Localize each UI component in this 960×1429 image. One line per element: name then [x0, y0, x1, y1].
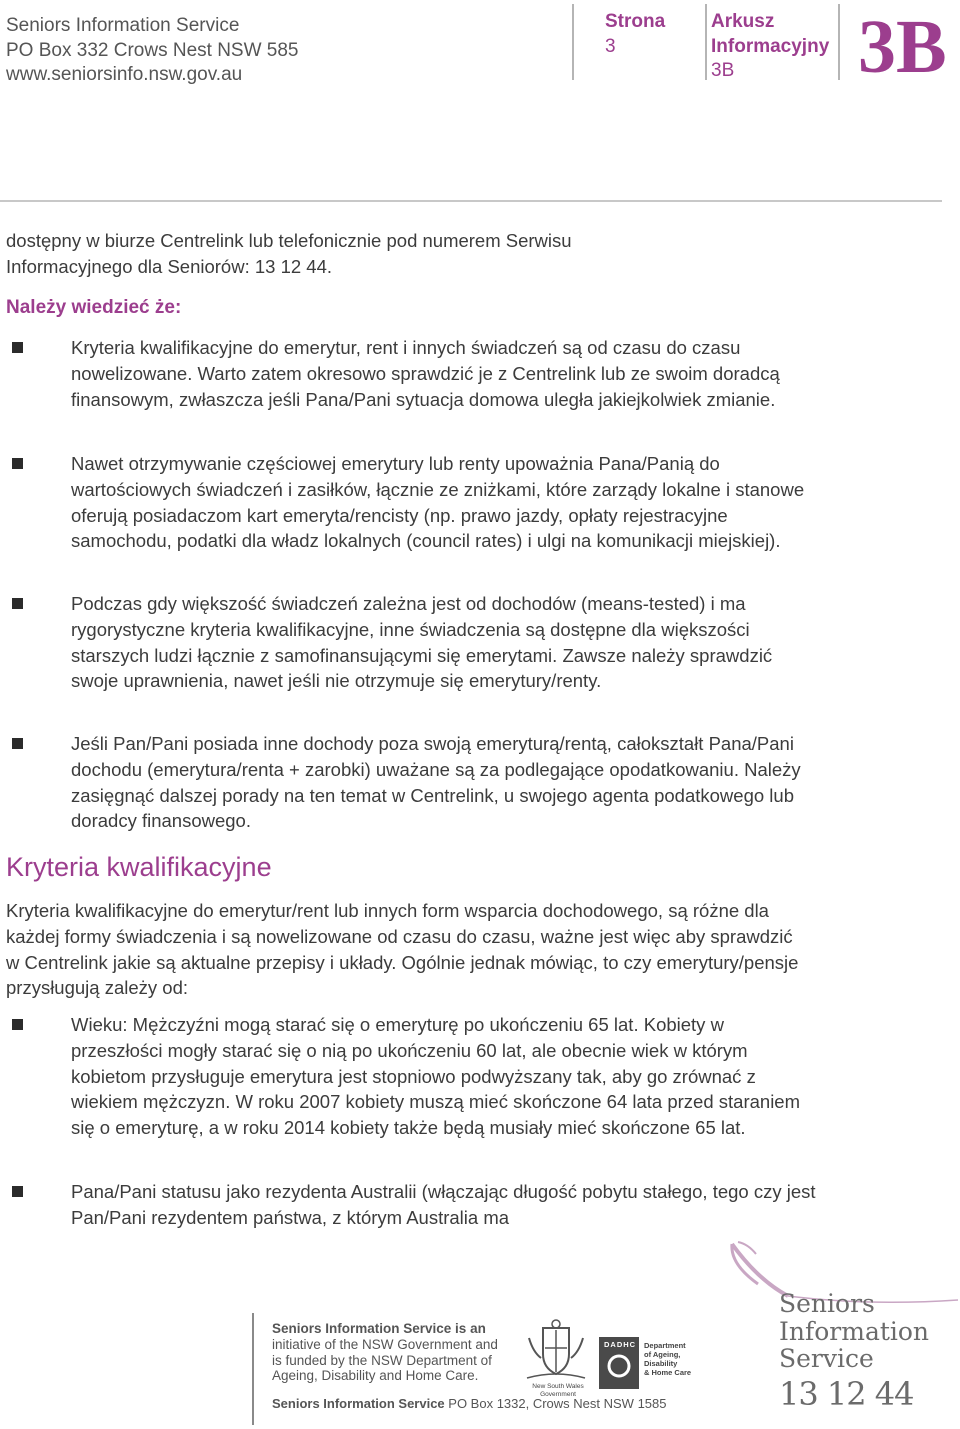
department-line: Disability: [644, 1359, 678, 1368]
header-divider: [705, 4, 707, 80]
section-heading: Kryteria kwalifikacyjne: [6, 852, 272, 882]
intro-line: dostępny w biurze Centrelink lub telefonicznie pod numerem Serwisu: [6, 230, 572, 251]
list-item: Nawet otrzymywanie częściowej emerytury lub renty upoważnia Pana/Panią do wartościowych świadczeń i zasiłków, łącznie ze zniżkami, które zarządy lokalne i stanowe oferują posiadaczom kart emeryta/rencisty (np. prawo jazdy, opłaty rejestracyjne samochodu, podatki dla władz lokalnych (council rates) i ulgi na komunikacji miejskiej).: [71, 453, 805, 552]
org-address: PO Box 332 Crows Nest NSW 585: [6, 39, 299, 61]
bullet-square-icon: [12, 1186, 23, 1197]
footer-address: [272, 1396, 666, 1411]
footer-address-org: Seniors Information Service: [272, 1396, 445, 1411]
footer-text-line: initiative of the NSW Government and: [272, 1336, 498, 1352]
footer-address-rest: PO Box 1332, Crows Nest NSW 1585: [444, 1396, 667, 1411]
intro-line: Informacyjnego dla Seniorów: 13 12 44.: [6, 255, 333, 277]
department-line: Department: [644, 1341, 686, 1350]
list-item: Wieku: Mężczyźni mogą starać się o emeryturę po ukończeniu 65 lat. Kobiety w przeszłości mogły starać się o nią po ukończeniu 60 lat, ale obecnie wiek w którym kobietom przysługuje emerytura jest stopniowo podwyższany tak, aby go zrównać z wiekiem mężczyzn. W roku 2007 kobiety muszą mieć skończone 64 lata przed staraniem się o emeryturę, a w roku 2014 kobiety także będą musiały mieć skończone 65 lat.: [71, 1014, 800, 1139]
header-divider: [572, 4, 574, 80]
bullet-square-icon: [12, 458, 23, 469]
logo-phone-number: 13 12 44: [779, 1375, 914, 1413]
bullet-square-icon: [12, 738, 23, 749]
intro-text: [6, 228, 572, 280]
sheet-label-1: Arkusz: [711, 11, 775, 32]
logo-line: Seniors: [779, 1289, 875, 1318]
list-item: Kryteria kwalifikacyjne do emerytur, rent i innych świadczeń są od czasu do czasu nowelizowane. Warto zatem okresowo sprawdzić je z Centrelink lub ze swoim doradcą finansowym, zwłaszcza jeśli Pana/Pani sytuacja domowa uległa jakiejkolwiek zmianie.: [71, 337, 780, 410]
dadhc-label: DADHC: [604, 1340, 637, 1349]
sheet-label-2: Informacyjny: [711, 35, 830, 57]
page-number: 3: [605, 35, 616, 57]
footer-funding-text: [272, 1321, 498, 1384]
bullet-square-icon: [12, 342, 23, 353]
department-line: & Home Care: [644, 1368, 692, 1377]
bullet-square-icon: [12, 598, 23, 609]
header-rule: [0, 200, 942, 202]
sheet-indicator: [711, 10, 829, 84]
footer-text-line: Seniors Information Service is an: [272, 1321, 486, 1336]
org-name: Seniors Information Service: [6, 15, 240, 36]
org-website[interactable]: www.seniorsinfo.nsw.gov.au: [6, 64, 243, 85]
seniors-logo-wordmark: [779, 1290, 929, 1373]
list-item: Pana/Pani statusu jako rezydenta Australii (włączając długość pobytu stałego, tego czy jest Pan/Pani rezydentem państwa, z którym Australia ma: [71, 1181, 816, 1228]
logo-line: Service: [779, 1344, 874, 1373]
criteria-paragraph: Kryteria kwalifikacyjne do emerytur/rent lub innych form wsparcia dochodowego, są różne dla każdej formy świadczenia i są nowelizowane od czasu do czasu, ważne jest więc aby sprawdzić w Centrelink jakie są aktualne przepisy i układy. Ogólnie jednak mówiąc, to czy emerytury/pensje przysługują zależy od:: [6, 900, 799, 999]
footer-text-line: Ageing, Disability and Home Care.: [272, 1368, 479, 1384]
page-label: Strona: [605, 11, 666, 32]
footer-text-line: is funded by the NSW Department of: [272, 1352, 492, 1368]
footer-divider: [252, 1313, 254, 1425]
section-subheading: Należy wiedzieć że:: [6, 297, 182, 318]
sheet-code-large: 3B: [858, 5, 947, 89]
caption-line: Government: [540, 1390, 576, 1398]
header-divider: [838, 4, 840, 80]
logo-line: Information: [779, 1316, 930, 1346]
bullet-square-icon: [12, 1019, 23, 1030]
nsw-government-caption: [528, 1383, 588, 1398]
dadhc-ring-icon: [606, 1353, 632, 1379]
page-indicator: [605, 10, 665, 59]
list-item: Jeśli Pan/Pani posiada inne dochody poza swoją emeryturą/rentą, całokształt Pana/Pani dochodu (emerytura/renta + zarobki) uważane są za podlegające opodatkowaniu. Należy zasięgnąć dalszej porady na ten temat w Centrelink, u swojego agenta podatkowego lub doradcy finansowego.: [71, 733, 801, 832]
list-item: Podczas gdy większość świadczeń zależna jest od dochodów (means-tested) i ma rygorystyczne kryteria kwalifikacyjne, inne świadczenia są dostępne dla większości starszych ludzi łącznie z samofinansującymi się emerytami. Zawsze należy sprawdzić swoje uprawnienia, nawet jeśli nie otrzymuje się emerytury/renty.: [71, 593, 773, 692]
header-contact: [6, 14, 299, 88]
caption-line: New South Wales: [532, 1383, 584, 1390]
dadhc-department-text: [644, 1341, 691, 1377]
nsw-crest-icon: [523, 1318, 589, 1382]
sheet-number: 3B: [711, 60, 735, 81]
department-line: of Ageing,: [644, 1350, 681, 1359]
